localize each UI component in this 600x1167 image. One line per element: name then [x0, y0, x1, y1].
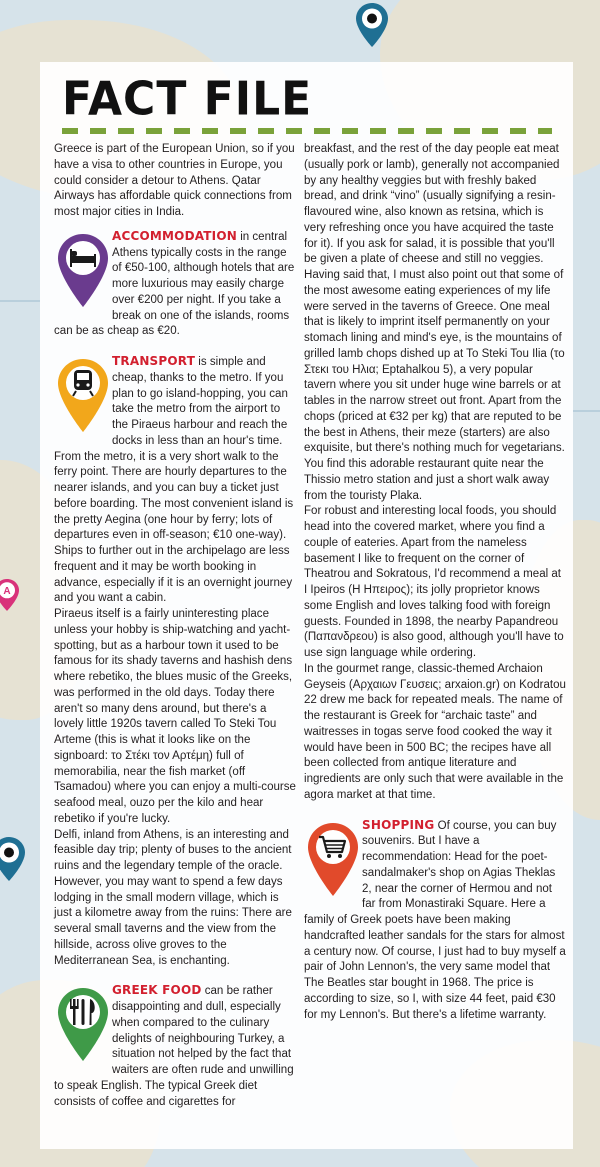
food-continued-paragraph: breakfast, and the rest of the day people eat meat (usually pork or lamb), generally not accompanied by any healthy veggies but with freshly baked bread, and drink “vino” (usually signifying a resin-flavoured wine, also known as retsina, which is very refreshing once you have acquired the taste for it). If you ask for salad, it is possible that you'll be given a plate of cheese and still no veggies. Having said that, I must also point out that some of the most awesome eating experiences of my life were served in the taverns of Greece. One meal that is likely to imprint itself permanently on your stomach lining and mind's eye, is the mountains of grilled lamb chops dished up at To Steki Tou Ilia (το Στεκι του Ηλια; Eptahalkou 5), a very popular tavern where you sit under huge wine barrels or at tables in the narrow street out front. Apart from the chops (priced at €32 per kg) that are reputed to be the best in Athens, their meze (starters) are also exquisite, but there's nothing much for vegetarians. You find this adorable restaurant quite near the Thissio metro station and just a short walk away from the touristy Plaka.: [304, 143, 565, 502]
shopping-heading: SHOPPING: [362, 817, 435, 832]
accommodation-section: [54, 229, 299, 340]
transport-text: is simple and cheap, thanks to the metro. If you plan to go island-hopping, you can take the metro from the airport to the Piraeus harbour and reach the docks in less than an hour's time. From the metro, it is a very short walk to the ferry point. There are hourly departures to the nearer islands, and you can buy a ticket just before boarding. The most convenient island is the pretty Aegina (one hour by ferry; lots of departures even in off-season; €10 one-way). Ships to further out in the archipelago are less frequent and it may be worth booking in advance, especially if it is an overnight journey and you want a cabin.: [54, 356, 294, 605]
food-text: can be rather disappointing and dull, especially when compared to the culinary delights of neighbouring Turkey, a situation not helped by the fact that waiters are often rude and unwilling to speak English. The typical Greek diet consists of coffee and cigarettes for: [54, 985, 294, 1108]
bed-icon: [54, 231, 112, 309]
map-pin-icon: [0, 836, 26, 882]
map-pin-icon: [355, 2, 389, 48]
accommodation-heading: ACCOMMODATION: [112, 228, 237, 243]
transport-heading: TRANSPORT: [112, 354, 196, 368]
right-column: [304, 142, 566, 1023]
market-paragraph: For robust and interesting local foods, you should head into the covered market, where you find a couple of eateries. Apart from the nameless basement I like to frequent on the corner of Theatrou and Sokratous, I'd recommend a meal at I Ipeiros (Η Ηπειρος); its jolly proprietor knows some English and loves talking food with foreign guests. Founded in 1898, the nearby Papandreou (Παπανδρεου) is also good, although you'll have to use sign language while ordering.: [304, 505, 564, 659]
gourmet-paragraph: In the gourmet range, classic-themed Archaion Geyseis (Αρχαιων Γευσεις; arxaion.gr) on Kodratou 22 drew me back for repeated meals. The name of the restaurant is Greek for “archaic taste” and waitresses in togas serve food cooked the way it would have been in 500 BC; the recipes have all been collected from antique literature and ingredients are only such that were available in the agora market at that time.: [304, 662, 566, 801]
shopping-text: Of course, you can buy souvenirs. But I have a recommendation: Head for the poet-sandalmaker's shop on Agias Theklas 2, near the corner of Hermou and not far from Monastiraki Square. Here a family of Greek poets have been making handcrafted leather sandals for the stars for almost a century now. Of course, I just had to buy myself a pair of John Lennon's, the very same model that The Beatles star bought in 1968. The price is according to size, so I, with size 44 feet, paid €30 for my Lennon's. But there's a lifetime warranty.: [304, 819, 566, 1021]
delfi-paragraph: Delfi, inland from Athens, is an interesting and feasible day trip; plenty of buses to the ancient ruins and the legendary temple of the oracle. However, you may want to spend a few days lodging in the small modern village, which is just a kilometre away from the ruins: There are several small taverns and the view from the hillside, across olive groves to the Mediterranean Sea, is enchanting.: [54, 828, 292, 967]
train-icon: [54, 356, 112, 434]
food-heading: GREEK FOOD: [112, 983, 202, 998]
map-pin-a-label: A: [3, 586, 11, 597]
shopping-section: [304, 818, 566, 1024]
piraeus-paragraph: Piraeus itself is a fairly uninteresting place unless your hobby is ship-watching and yacht-spotting, but as a harbour town it used to be famous for its shady taverns and hashish dens where rebetiko, the blues music of the Greeks, was performed in the old days. Today there aren't so many dens around, but there's a lovely little 1920s tavern called To Steki Tou Arteme (this is what it looks like on the signboard: το Στέκι τον Αρτέμη) full of memorabilia, near the fish market (off Tsamadou) where you can enjoy a multi-course seafood meal, ouzo per the kilo and hear rebetiko if you're lucky.: [54, 608, 296, 825]
intro-paragraph: Greece is part of the European Union, so if you have a visa to other countries in Europe, you could consider a detour to Athens. Qatar Airways has affordable quick connections from most major cities in India.: [54, 143, 295, 218]
left-column: [54, 142, 299, 1110]
cutlery-icon: [54, 985, 112, 1063]
shopping-cart-icon: [304, 820, 362, 898]
dashed-divider: [62, 128, 552, 134]
food-section: [54, 983, 299, 1110]
page-title: FACT FILE: [62, 72, 313, 127]
accommodation-text: in central Athens typically costs in the range of €50-100, although hotels that are more luxurious may easily charge over €200 per night. If you take a break on one of the islands, rooms can be as cheap as €20.: [54, 230, 295, 338]
map-pin-a-icon: [0, 578, 20, 612]
transport-section: [54, 354, 299, 969]
fact-file-card: [40, 62, 573, 1149]
